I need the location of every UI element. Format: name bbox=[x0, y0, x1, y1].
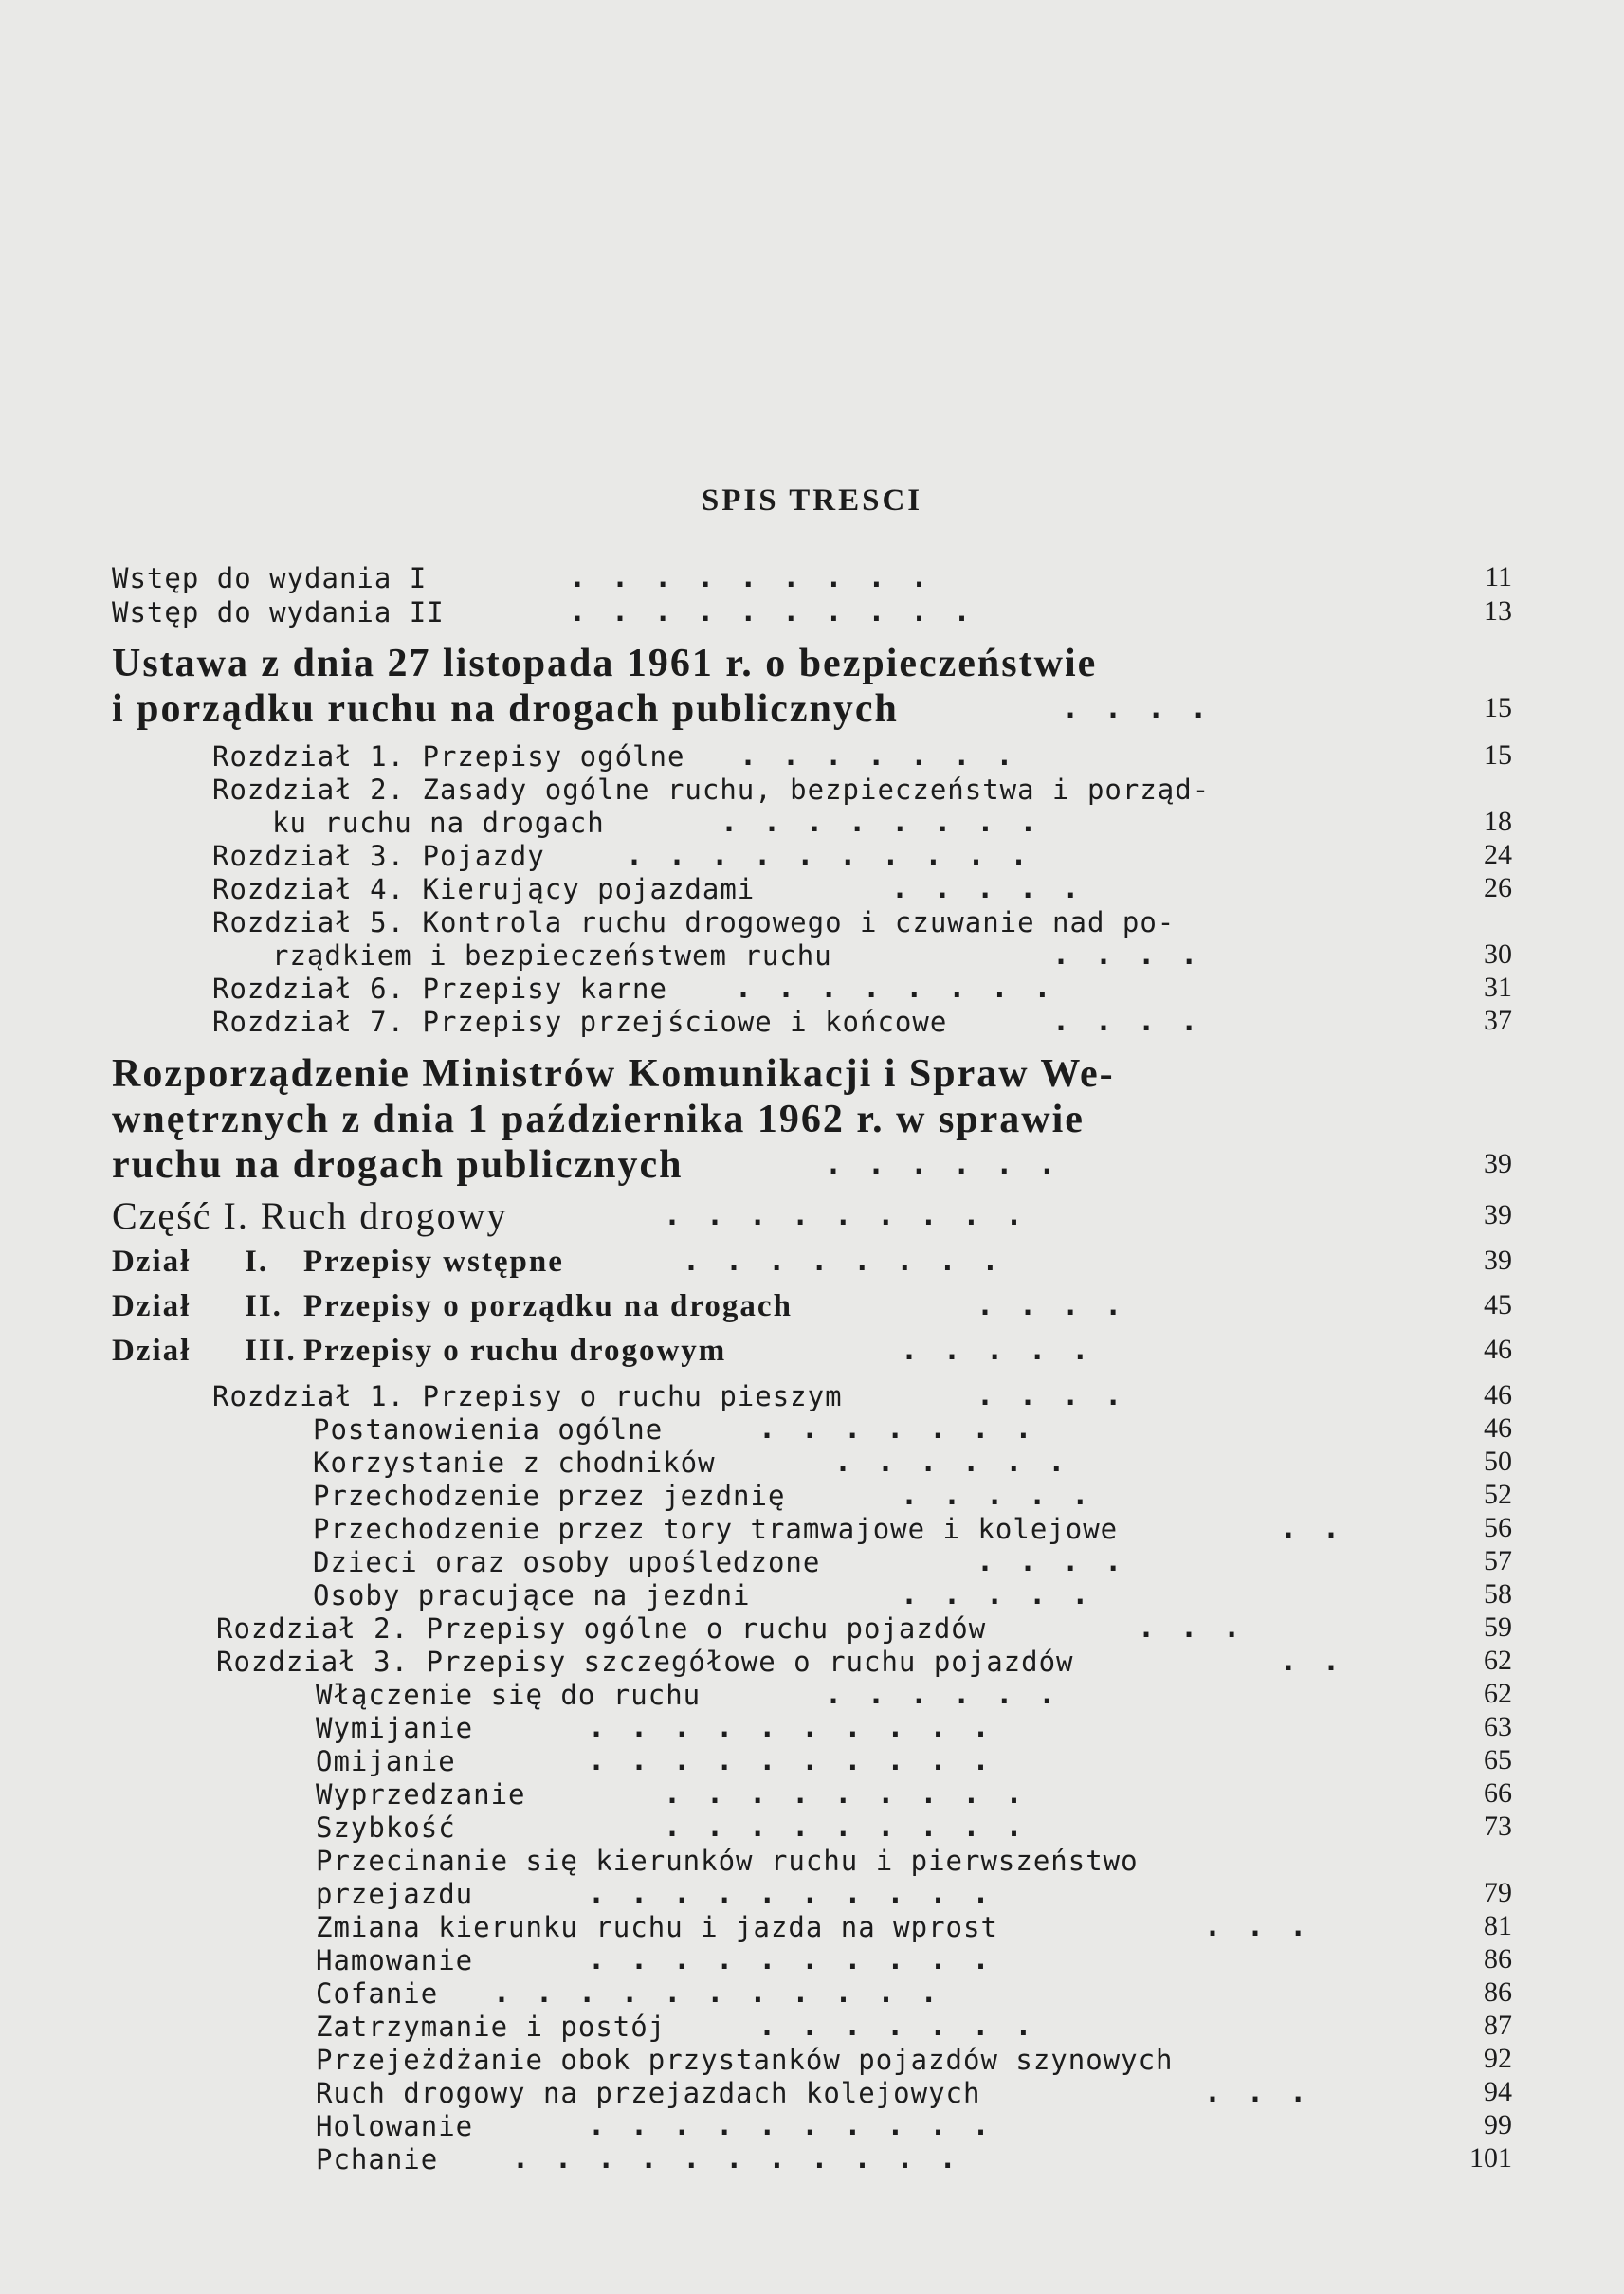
leader-dots: .... bbox=[1052, 938, 1224, 972]
toc-entry-cont bbox=[272, 806, 605, 840]
page-number: 45 bbox=[1484, 1289, 1512, 1320]
toc-entry-cont bbox=[316, 1877, 473, 1911]
leader-dots: ........... bbox=[512, 2142, 982, 2176]
entry-text: Cofanie bbox=[316, 1977, 439, 2010]
leader-dots: ..... bbox=[891, 872, 1105, 905]
entry-text: Przepisy o ruchu drogowym bbox=[303, 1334, 727, 1368]
page-number: 79 bbox=[1484, 1877, 1512, 1908]
toc-entry bbox=[212, 839, 545, 873]
entry-text: Rozdział 7. Przepisy przejściowe i końcowe bbox=[212, 1006, 948, 1038]
entry-text: Dzieci oraz osoby upośledzone bbox=[313, 1546, 821, 1578]
entry-text: i porządku ruchu na drogach publicznych bbox=[112, 687, 899, 731]
toc-entry-part bbox=[112, 1194, 508, 1237]
toc-entry bbox=[316, 1711, 473, 1745]
entry-text: Rozdział 1. Przepisy o ruchu pieszym bbox=[212, 1380, 843, 1412]
toc-entry bbox=[212, 905, 1175, 939]
page-number: 13 bbox=[1484, 595, 1512, 627]
toc-entry bbox=[112, 561, 427, 595]
page-number: 73 bbox=[1484, 1811, 1512, 1842]
entry-text: Pchanie bbox=[316, 2143, 439, 2176]
entry-text: Wstęp do wydania II bbox=[112, 596, 445, 628]
leader-dots: .... bbox=[1052, 1005, 1224, 1038]
entry-text: Postanowienia ogólne bbox=[313, 1413, 664, 1446]
entry-text: Omijanie bbox=[316, 1745, 456, 1777]
entry-text: Szybkość bbox=[316, 1812, 456, 1844]
page-number: 87 bbox=[1484, 2010, 1512, 2041]
page-number: 46 bbox=[1484, 1412, 1512, 1444]
leader-dots: .... bbox=[1062, 692, 1233, 725]
entry-text: Rozdział 2. Przepisy ogólne o ruchu pojazdów bbox=[216, 1612, 987, 1645]
toc-entry-cont bbox=[272, 938, 832, 973]
toc-entry bbox=[316, 2010, 666, 2044]
page-number: 99 bbox=[1484, 2109, 1512, 2140]
leader-dots: ... bbox=[1138, 1611, 1267, 1645]
entry-text: Przepisy o porządku na drogach bbox=[303, 1289, 793, 1323]
toc-entry bbox=[316, 1976, 438, 2011]
entry-text: Holowanie bbox=[316, 2110, 474, 2142]
entry-text: Osoby pracujące na jezdni bbox=[313, 1579, 751, 1611]
page-number: 26 bbox=[1484, 872, 1512, 903]
entry-text: Przejeżdżanie obok przystanków pojazdów szynowych bbox=[316, 2044, 1174, 2076]
toc-entry bbox=[313, 1512, 1118, 1546]
leader-dots: ......... bbox=[664, 1199, 1049, 1232]
leader-dots: .... bbox=[976, 1379, 1148, 1412]
entry-text: Rozporządzenie Ministrów Komunikacji i Spraw We- bbox=[112, 1052, 1115, 1096]
section-label: Dział bbox=[112, 1289, 192, 1323]
leader-dots: ....... bbox=[758, 1412, 1058, 1446]
page-number: 50 bbox=[1484, 1446, 1512, 1477]
entry-text: Ruch drogowy na przejazdach kolejowych bbox=[316, 2077, 981, 2109]
toc-entry bbox=[313, 1479, 785, 1513]
entry-text: Przechodzenie przez jezdnię bbox=[313, 1480, 786, 1512]
leader-dots: .......... bbox=[626, 839, 1053, 872]
toc-entry bbox=[316, 2142, 438, 2176]
toc-entry-heading bbox=[112, 642, 1098, 685]
toc-entry-heading-cont bbox=[112, 687, 899, 731]
toc-entry bbox=[212, 773, 1210, 807]
section-number: III. bbox=[245, 1334, 297, 1368]
entry-text: Hamowanie bbox=[316, 1944, 474, 1976]
page-number: 81 bbox=[1484, 1910, 1512, 1941]
leader-dots: .......... bbox=[588, 2109, 1015, 2142]
toc-entry bbox=[316, 2109, 473, 2143]
page-number: 39 bbox=[1484, 1245, 1512, 1276]
page-number: 30 bbox=[1484, 938, 1512, 970]
toc-entry bbox=[313, 1412, 663, 1447]
toc-entry bbox=[313, 1446, 716, 1480]
entry-text: Rozdział 3. Przepisy szczegółowe o ruchu pojazdów bbox=[216, 1646, 1074, 1678]
entry-text: ku ruchu na drogach bbox=[272, 807, 605, 839]
toc-entry bbox=[316, 1811, 456, 1845]
page-number: 15 bbox=[1484, 692, 1512, 723]
entry-text: Rozdział 2. Zasady ogólne ruchu, bezpieczeństwa i porząd- bbox=[212, 774, 1211, 806]
leader-dots: ...... bbox=[825, 1678, 1082, 1711]
toc-entry-section bbox=[112, 1334, 726, 1368]
entry-text: Korzystanie z chodników bbox=[313, 1447, 716, 1479]
page-number: 94 bbox=[1484, 2076, 1512, 2107]
page-number: 63 bbox=[1484, 1711, 1512, 1742]
page-number: 31 bbox=[1484, 972, 1512, 1003]
toc-entry bbox=[316, 1744, 456, 1778]
entry-text: Przecinanie się kierunków ruchu i pierwszeństwo bbox=[316, 1845, 1139, 1877]
toc-entry bbox=[212, 872, 755, 906]
toc-entry-section bbox=[112, 1289, 793, 1323]
leader-dots: ........ bbox=[683, 1245, 1025, 1278]
leader-dots: .......... bbox=[588, 1943, 1015, 1976]
section-label: Dział bbox=[112, 1334, 192, 1368]
leader-dots: .......... bbox=[588, 1877, 1015, 1910]
entry-text: Rozdział 5. Kontrola ruchu drogowego i czuwanie nad po- bbox=[212, 906, 1176, 938]
leader-dots: ....... bbox=[758, 2010, 1058, 2043]
section-label: Dział bbox=[112, 1245, 192, 1279]
page-number: 59 bbox=[1484, 1611, 1512, 1643]
toc-entry-heading-cont bbox=[112, 1143, 684, 1187]
page-title: SPIS TRESCI bbox=[701, 483, 923, 518]
leader-dots: .......... bbox=[569, 595, 996, 628]
toc-entry bbox=[212, 739, 684, 774]
page-number: 92 bbox=[1484, 2043, 1512, 2074]
toc-entry bbox=[316, 1844, 1139, 1878]
entry-text: Ustawa z dnia 27 listopada 1961 r. o bezpieczeństwie bbox=[112, 642, 1098, 685]
entry-text: Rozdział 6. Przepisy karne bbox=[212, 973, 667, 1005]
page-number: 101 bbox=[1469, 2142, 1512, 2174]
page-number: 46 bbox=[1484, 1379, 1512, 1411]
toc-entry bbox=[313, 1545, 820, 1579]
section-number: II. bbox=[245, 1289, 283, 1323]
entry-text: Rozdział 1. Przepisy ogólne bbox=[212, 740, 685, 773]
page-number: 52 bbox=[1484, 1479, 1512, 1510]
toc-entry bbox=[316, 1910, 998, 1944]
toc-entry bbox=[316, 1943, 473, 1977]
toc-entry bbox=[316, 2076, 980, 2110]
leader-dots: ..... bbox=[901, 1578, 1115, 1611]
toc-entry bbox=[112, 595, 445, 629]
toc-entry bbox=[316, 1777, 526, 1812]
leader-dots: ........ bbox=[721, 806, 1063, 839]
toc-entry bbox=[313, 1578, 751, 1612]
leader-dots: .. bbox=[1280, 1512, 1366, 1545]
leader-dots: .......... bbox=[588, 1711, 1015, 1744]
page-number: 11 bbox=[1485, 561, 1512, 592]
toc-entry-heading-cont bbox=[112, 1098, 1085, 1141]
entry-text: rządkiem i bezpieczeństwem ruchu bbox=[272, 939, 832, 972]
toc-entry bbox=[216, 1645, 1074, 1679]
page-number: 86 bbox=[1484, 1943, 1512, 1975]
entry-text: Przechodzenie przez tory tramwajowe i kolejowe bbox=[313, 1513, 1119, 1545]
page-number: 39 bbox=[1484, 1148, 1512, 1179]
entry-text: Wymijanie bbox=[316, 1712, 474, 1744]
entry-text: Część I. Ruch drogowy bbox=[112, 1194, 508, 1237]
toc-entry bbox=[316, 1678, 701, 1712]
page-number: 62 bbox=[1484, 1645, 1512, 1676]
entry-text: Zmiana kierunku ruchu i jazda na wprost bbox=[316, 1911, 998, 1943]
leader-dots: ......... bbox=[664, 1811, 1049, 1844]
leader-dots: ..... bbox=[901, 1479, 1115, 1512]
page-number: 18 bbox=[1484, 806, 1512, 837]
section-number: I. bbox=[245, 1245, 269, 1279]
entry-text: Rozdział 3. Pojazdy bbox=[212, 840, 545, 872]
toc-entry bbox=[216, 1611, 986, 1646]
toc-entry bbox=[316, 2043, 1174, 2077]
leader-dots: ........... bbox=[493, 1976, 963, 2010]
entry-text: Zatrzymanie i postój bbox=[316, 2011, 666, 2043]
page-number: 65 bbox=[1484, 1744, 1512, 1775]
leader-dots: ...... bbox=[825, 1148, 1082, 1181]
page-number: 66 bbox=[1484, 1777, 1512, 1809]
page-number: 62 bbox=[1484, 1678, 1512, 1709]
leader-dots: .... bbox=[976, 1545, 1148, 1578]
toc-entry bbox=[212, 1379, 843, 1413]
page-number: 58 bbox=[1484, 1578, 1512, 1610]
toc-entry-heading bbox=[112, 1052, 1115, 1096]
leader-dots: .. bbox=[1280, 1645, 1366, 1678]
entry-text: Włączenie się do ruchu bbox=[316, 1679, 702, 1711]
toc-entry bbox=[212, 972, 667, 1006]
leader-dots: .... bbox=[976, 1289, 1148, 1322]
leader-dots: .......... bbox=[588, 1744, 1015, 1777]
page-number: 46 bbox=[1484, 1334, 1512, 1365]
leader-dots: ... bbox=[1204, 1910, 1333, 1943]
leader-dots: ........ bbox=[735, 972, 1077, 1005]
leader-dots: ... bbox=[1204, 2076, 1333, 2109]
leader-dots: ......... bbox=[664, 1777, 1049, 1811]
page-number: 15 bbox=[1484, 739, 1512, 771]
page-number: 57 bbox=[1484, 1545, 1512, 1576]
page-number: 24 bbox=[1484, 839, 1512, 870]
leader-dots: ..... bbox=[901, 1334, 1115, 1367]
page-number: 37 bbox=[1484, 1005, 1512, 1036]
page-number: 56 bbox=[1484, 1512, 1512, 1543]
leader-dots: ......... bbox=[569, 561, 954, 594]
toc-entry bbox=[212, 1005, 947, 1039]
entry-text: przejazdu bbox=[316, 1878, 474, 1910]
toc-entry-section bbox=[112, 1245, 564, 1279]
entry-text: ruchu na drogach publicznych bbox=[112, 1143, 684, 1187]
page-number: 86 bbox=[1484, 1976, 1512, 2008]
entry-text: Wstęp do wydania I bbox=[112, 562, 428, 594]
entry-text: Rozdział 4. Kierujący pojazdami bbox=[212, 873, 756, 905]
page-number: 39 bbox=[1484, 1199, 1512, 1230]
entry-text: Wyprzedzanie bbox=[316, 1778, 526, 1811]
entry-text: Przepisy wstępne bbox=[303, 1245, 564, 1279]
entry-text: wnętrznych z dnia 1 października 1962 r. w sprawie bbox=[112, 1098, 1085, 1141]
leader-dots: ....... bbox=[739, 739, 1039, 773]
leader-dots: ...... bbox=[834, 1446, 1091, 1479]
